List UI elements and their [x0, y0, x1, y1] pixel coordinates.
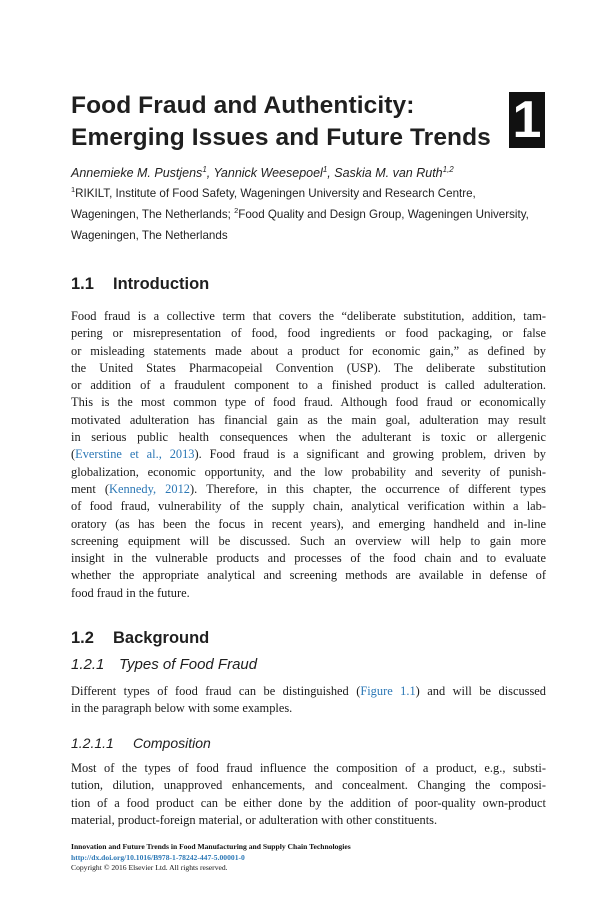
composition-paragraph [71, 760, 546, 829]
chapter-title-line-1: Food Fraud and Authenticity: [71, 92, 415, 119]
text-fragment: ). Food fraud is a significant and growing problem, driven by [194, 447, 546, 462]
author-list: Annemieke M. Pustjens$^1$, Yannick Weesepoel$^1$, Saskia M. van Ruth$^{1,2}$ [71, 164, 454, 180]
section-number: 1.2 [71, 629, 94, 647]
text-line: This is the most common type of food fraud. Although food fraud or economically [71, 395, 546, 410]
text-line: oratory (as has been the focus in recent years), and emerging handheld and in-line [71, 516, 546, 531]
affiliation-line: Wageningen, The Netherlands [71, 229, 228, 242]
affiliation-marker: 2 [234, 206, 239, 216]
text-fragment: Different types of food fraud can be distinguished ( [71, 684, 361, 698]
affiliations [71, 183, 551, 246]
subsection-number: 1.2.1 [71, 656, 105, 673]
text-fragment: ) and will be discussed [415, 684, 546, 698]
citation-link-kennedy[interactable]: Kennedy, 2012 [109, 481, 190, 496]
section-title: Introduction [113, 275, 210, 293]
author-affiliation-marker: 1,2 [442, 164, 454, 174]
author-name: Yannick Weesepoel [213, 166, 323, 180]
subsection-heading-types [71, 655, 257, 675]
text-line: or addition of a fraudulent component to a finished product is called adulteration. [71, 378, 546, 393]
subsection-title: Types of Food Fraud [119, 656, 258, 673]
author-affiliation-marker: 1 [322, 164, 328, 174]
copyright-notice: Copyright © 2016 Elsevier Ltd. All rights reserved. [71, 863, 228, 872]
text-line: food fraud in the future. [71, 585, 190, 600]
text-line [71, 683, 546, 700]
citation-link-everstine[interactable]: Everstine et al., 2013 [75, 447, 195, 462]
page-footer [71, 842, 551, 874]
chapter-title [71, 90, 511, 154]
introduction-paragraph [71, 308, 546, 602]
affiliation-text: Food Quality and Design Group, Wageningen University, [238, 208, 529, 221]
text-line: whether the appropriate analytical and screening methods are available in defense of [71, 568, 546, 583]
text-line: Food fraud is a collective term that covers the “deliberate substitution, addition, tam- [71, 309, 546, 323]
subsubsection-heading-composition [71, 734, 211, 752]
text-line: screening equipment will be discussed. Such an overview will help to gain more [71, 533, 546, 548]
text-line: in the paragraph below with some examples. [71, 701, 293, 716]
affiliation-marker: 1 [71, 185, 76, 195]
chapter-title-line-2: Emerging Issues and Future Trends [71, 124, 491, 151]
text-line: in serious public health consequences when the adulterant is toxic or allergenic [71, 430, 546, 445]
author-affiliation-marker: 1 [202, 164, 207, 174]
section-number: 1.1 [71, 275, 94, 293]
author-name: Annemieke M. Pustjens [71, 166, 203, 180]
types-paragraph [71, 683, 546, 718]
affiliation-text: RIKILT, Institute of Food Safety, Wageningen University and Research Centre, [75, 187, 476, 200]
text-line: tution, dilution, unapproved enhancements, and concealment. Changing the composi- [71, 778, 546, 793]
section-title: Background [113, 629, 210, 647]
text-line: tion of a food product can be either done by the addition of poor-quality own-product [71, 795, 546, 810]
affiliation-line [71, 204, 551, 225]
text-line: the United States Pharmacopeial Convention (USP). The deliberate substitution [71, 360, 546, 375]
text-line: globalization, economic opportunity, and the low probability and severity of punish- [71, 464, 546, 479]
author-name: Saskia M. van Ruth [334, 166, 443, 180]
figure-link-1-1[interactable]: Figure 1.1 [360, 684, 416, 698]
book-title: Innovation and Future Trends in Food Manufacturing and Supply Chain Technologies [71, 842, 351, 851]
affiliation-text: Wageningen, The Netherlands; [71, 208, 235, 221]
text-line: material, product-foreign material, or adulteration with other constituents. [71, 812, 438, 827]
text-line: pering or misrepresentation of food, food ingredients or food packaging, or false [71, 326, 546, 341]
text-line: motivated adulteration has financial gain as the main goal, adulteration may result [71, 412, 546, 427]
doi-link[interactable]: http://dx.doi.org/10.1016/B978-1-78242-447-5.00001-0 [71, 852, 245, 862]
text-line [71, 481, 546, 498]
text-line: insight in the vulnerable products and processes of the food chain and to evaluate [71, 551, 546, 566]
text-line: of food fraud, vulnerability of the supply chain, analytical verification within a lab- [71, 499, 546, 514]
text-line [71, 446, 546, 463]
subsubsection-number: 1.2.1.1 [71, 735, 114, 751]
text-line: or misleading statements made about a product for economic gain,” as defined by [71, 343, 546, 358]
text-line: Most of the types of food fraud influence the composition of a product, e.g., substi- [71, 761, 546, 775]
section-heading-background [71, 628, 209, 648]
text-fragment: ). Therefore, in this chapter, the occurrence of different types [189, 481, 547, 496]
affiliation-line [71, 183, 551, 204]
subsubsection-title: Composition [133, 735, 211, 751]
text-fragment: ment ( [71, 481, 110, 496]
section-heading-introduction [71, 274, 209, 294]
chapter-number-badge: 1 [509, 92, 545, 148]
text-fragment: ( [71, 447, 76, 462]
